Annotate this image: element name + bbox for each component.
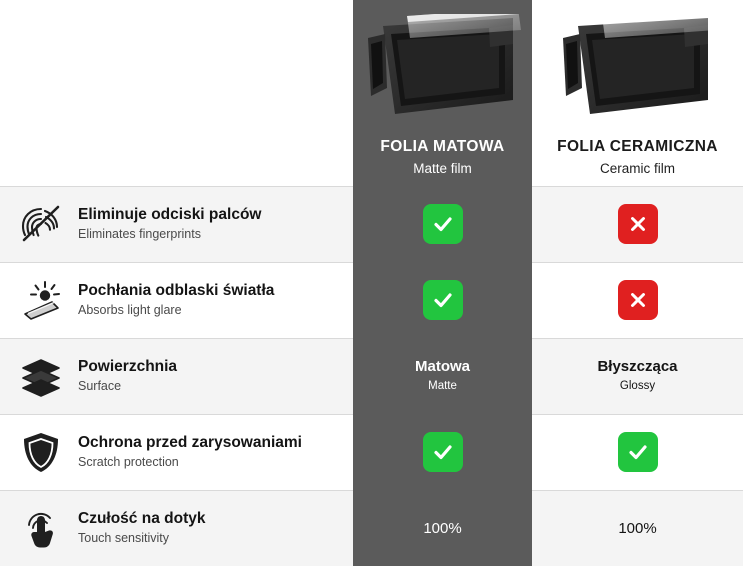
check-badge bbox=[423, 280, 463, 320]
cell-matte bbox=[353, 414, 532, 490]
shield-icon bbox=[18, 429, 64, 475]
cell-ceramic bbox=[532, 338, 743, 414]
table-row bbox=[0, 490, 743, 566]
table-header bbox=[0, 0, 743, 186]
feature-label-en: Absorbs light glare bbox=[78, 303, 182, 318]
feature-label bbox=[78, 281, 343, 319]
feature-label-pl: Ochrona przed zarysowaniami bbox=[78, 434, 302, 452]
value-text: 100% bbox=[618, 519, 657, 537]
row-divider bbox=[0, 414, 353, 415]
table-row bbox=[0, 262, 743, 338]
table-row bbox=[0, 338, 743, 414]
cross-badge bbox=[618, 280, 658, 320]
cell-ceramic bbox=[532, 186, 743, 262]
value-en: Matte bbox=[428, 380, 457, 393]
feature-label-en: Surface bbox=[78, 379, 122, 394]
header-matte bbox=[353, 0, 532, 186]
matte-column-subtitle: Matte film bbox=[413, 161, 472, 176]
value-text: 100% bbox=[423, 519, 462, 537]
header-ceramic bbox=[532, 0, 743, 186]
table-row bbox=[0, 186, 743, 262]
feature-label bbox=[78, 509, 343, 547]
check-icon bbox=[626, 440, 650, 464]
cell-matte bbox=[353, 490, 532, 566]
close-icon bbox=[627, 213, 649, 235]
matte-column-title: FOLIA MATOWA bbox=[380, 138, 505, 155]
fingerprint-icon bbox=[18, 201, 64, 247]
ceramic-column-subtitle: Ceramic film bbox=[599, 161, 675, 176]
feature-label-pl: Powierzchnia bbox=[78, 358, 178, 376]
touch-icon bbox=[18, 505, 64, 551]
cell-ceramic bbox=[532, 490, 743, 566]
feature-label-pl: Pochłania odblaski światła bbox=[78, 282, 275, 300]
feature-label-en: Touch sensitivity bbox=[78, 531, 170, 546]
cross-badge bbox=[618, 204, 658, 244]
check-badge bbox=[423, 432, 463, 472]
check-icon bbox=[431, 212, 455, 236]
feature-label-en: Scratch protection bbox=[78, 455, 179, 470]
value-pl: Błyszcząca bbox=[597, 358, 678, 376]
row-divider bbox=[0, 262, 353, 263]
value-en: Glossy bbox=[619, 380, 656, 393]
close-icon bbox=[627, 289, 649, 311]
cell-matte bbox=[353, 262, 532, 338]
feature-label-en: Eliminates fingerprints bbox=[78, 227, 201, 242]
check-icon bbox=[431, 288, 455, 312]
value-pl: Matowa bbox=[414, 358, 470, 376]
row-divider bbox=[0, 186, 353, 187]
check-badge bbox=[618, 432, 658, 472]
car-dashboard-screen-matte-film bbox=[363, 14, 523, 122]
sun-glare-icon bbox=[18, 277, 64, 323]
cell-matte bbox=[353, 186, 532, 262]
cell-ceramic bbox=[532, 262, 743, 338]
feature-label bbox=[78, 205, 343, 243]
feature-label bbox=[78, 433, 343, 471]
check-badge bbox=[423, 204, 463, 244]
feature-label-pl: Eliminuje odciski palców bbox=[78, 206, 262, 224]
car-dashboard-screen-ceramic-film bbox=[558, 14, 718, 122]
feature-label bbox=[78, 357, 343, 395]
cell-ceramic bbox=[532, 414, 743, 490]
row-divider bbox=[0, 338, 353, 339]
check-icon bbox=[431, 440, 455, 464]
layers-icon bbox=[18, 353, 64, 399]
row-divider bbox=[0, 490, 353, 491]
table-row bbox=[0, 414, 743, 490]
feature-label-pl: Czułość na dotyk bbox=[78, 510, 206, 528]
ceramic-column-title: FOLIA CERAMICZNA bbox=[557, 138, 718, 155]
cell-matte bbox=[353, 338, 532, 414]
